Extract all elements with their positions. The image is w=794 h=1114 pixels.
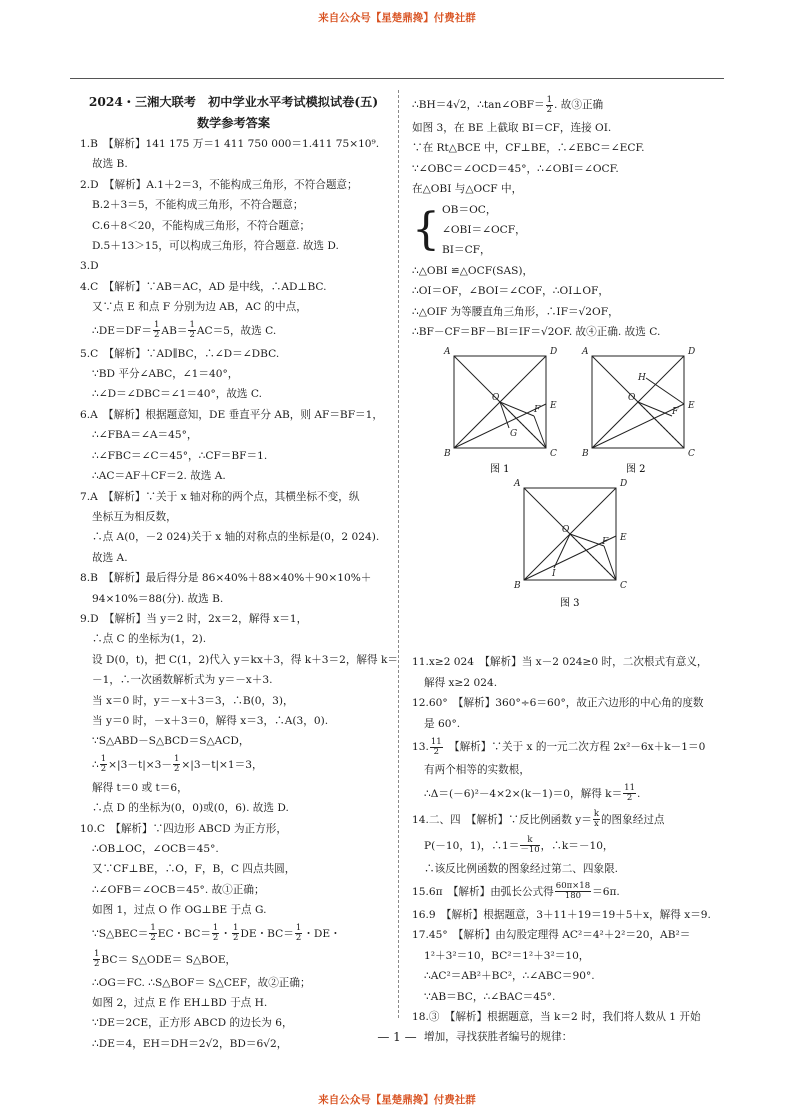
label-D-2: D: [688, 347, 696, 358]
answer-10-n: ∵在 Rt△BCE 中，CF⊥BE，∴∠EBC＝∠ECF.: [412, 142, 645, 155]
answer-10-k: ∴DE＝4，EH＝DH＝2√2，BD＝6√2，: [92, 1037, 288, 1050]
label-F: F: [534, 405, 541, 416]
label-C: C: [550, 449, 557, 460]
fraction: $\frac{k}{x}$: [593, 809, 599, 829]
answer-10-o: ∵∠OBC＝∠OCD＝45°，∴∠OBI＝∠OCF.: [412, 162, 619, 175]
fraction: $\frac{1}{2}$: [150, 923, 156, 944]
answer-9: 9.D 【解析】当 y＝2 时，2x＝2，解得 x＝1，: [80, 612, 308, 625]
fraction: $\frac{1}{2}$: [94, 949, 100, 970]
brace: {: [412, 203, 440, 255]
answer-10-g: $\frac{1}{2}$ BC＝ S△ODE＝ S△BOE，: [94, 949, 237, 970]
fraction: $\frac{1}{2}$: [100, 754, 107, 775]
answer-9-e: 当 x＝0 时，y＝－x＋3＝3，∴B(0，3)，: [92, 694, 294, 707]
answer-5: 5.C 【解析】∵AD∥BC，∴∠D＝∠DBC.: [80, 347, 280, 360]
geometry-figures: [412, 342, 724, 652]
answer-2: 2.D 【解析】A.1＋2＝3，不能构成三角形，不符合题意；: [80, 178, 358, 191]
label-B-3: B: [514, 581, 521, 592]
label-A: A: [444, 347, 451, 358]
answer-2-b: B.2＋3＝5，不能构成三角形，不符合题意；: [92, 199, 304, 212]
caption-fig-3: 图 3: [560, 598, 580, 610]
figures: [412, 342, 724, 652]
label-I: I: [552, 569, 556, 580]
answer-11: 11.x≥2 024 【解析】当 x－2 024≥0 时，二次根式有意义，: [412, 656, 708, 669]
caption-fig-2: 图 2: [626, 464, 646, 476]
answer-17-c: ∴AC²＝AB²＋BC²，∴∠ABC＝90°.: [424, 970, 595, 983]
label-O-3: O: [562, 525, 570, 536]
answer-13-b: 有两个相等的实数根，: [424, 764, 530, 777]
answer-9-c: 设 D(0，t)，把 C(1，2)代入 y＝kx＋3，得 k＋3＝2，解得 k＝: [92, 653, 398, 666]
document-subtitle: 数学参考答案: [196, 116, 271, 130]
answer-10-h: ∴OG＝FC. ∴S△BOF＝ S△CEF，故②正确；: [92, 976, 311, 989]
answer-2-d: D.5＋13＞15，可以构成三角形，符合题意. 故选 D.: [92, 240, 339, 253]
answer-9-i: 解得 t＝0 或 t＝6，: [92, 781, 188, 794]
answer-6: 6.A 【解析】根据题意知，DE 垂直平分 AB，则 AF＝BF＝1，: [80, 408, 383, 421]
left-column: [80, 92, 398, 1054]
fraction: $\frac{1}{2}$: [174, 754, 180, 775]
answer-1: 1.B 【解析】141 175 万＝1 411 750 000＝1.411 75×10⁹.: [80, 138, 380, 150]
fraction: $\frac{1}{2}$: [189, 320, 195, 341]
answer-4-c: ∴DE＝DF＝ $\frac{1}{2}$ AB＝ $\frac{1}{2}$ AC＝5，故选 C.: [92, 320, 277, 341]
watermark-bottom: 来自公众号【星楚鼎搀】付费社群: [318, 1094, 476, 1106]
label-E-2: E: [688, 401, 695, 412]
answer-8: 8.B 【解析】最后得分是 86×40%＋88×40%＋90×10%＋: [80, 572, 372, 585]
label-C-2: C: [688, 449, 695, 460]
label-O-2: O: [628, 393, 636, 404]
fraction: $\frac{1}{2}$: [546, 94, 553, 115]
answer-7-c: ∴点 A(0，－2 024)关于 x 轴的对称点的坐标是(0，2 024).: [92, 531, 380, 544]
label-E: E: [550, 401, 557, 412]
answer-17-d: ∵AB＝BC，∴∠BAC＝45°.: [424, 990, 556, 1003]
fraction: $\frac{1}{2}$: [295, 923, 302, 944]
answer-10-b: ∴OB⊥OC，∠OCB＝45°.: [92, 843, 219, 855]
answer-9-g: ∵S△ABD－S△BCD＝S△ACD，: [92, 735, 250, 748]
fraction: $\frac{1}{2}$: [232, 923, 239, 944]
right-column: [412, 92, 724, 1048]
answer-5-b: ∵BD 平分∠ABC，∠1＝40°，: [92, 368, 239, 381]
answer-10-j: ∵DE＝2CE，正方形 ABCD 的边长为 6，: [92, 1017, 293, 1030]
answer-18-b: 增加，寻找获胜者编号的规律：: [424, 1031, 573, 1044]
fraction: $\frac{1}{2}$: [212, 923, 219, 944]
answer-17-b: 1²＋3²＝10，BC²＝1²＋3²＝10，: [424, 949, 590, 962]
answer-2-c: C.6＋8＜20，不能构成三角形，不符合题意；: [92, 219, 311, 232]
condition-1: OB＝OC，: [442, 203, 497, 216]
fraction: $\frac{11}{2}$: [430, 736, 442, 757]
figure-1: [454, 356, 546, 448]
answer-13-c: ∴Δ＝(－6)²－4×2×(k－1)＝0，解得 k＝ $\frac{11}{2}$ .: [424, 783, 641, 803]
label-D-3: D: [620, 479, 628, 490]
label-E-3: E: [620, 533, 627, 544]
answer-6-c: ∴∠FBC＝∠C＝45°，∴CF＝BF＝1.: [92, 449, 268, 462]
condition-2: ∠OBI＝∠OCF，: [442, 224, 526, 237]
answer-10: 10.C 【解析】∵四边形 ABCD 为正方形，: [80, 822, 287, 835]
answer-10-t: ∴BF－CF＝BF－BI＝IF＝√2OF. 故④正确. 故选 C.: [412, 326, 661, 339]
answer-15: 15.6π 【解析】由弧长公式得 $\frac{60\pi\times 18}{180}$ ＝6π.: [412, 881, 620, 902]
fraction: $\frac{1}{2}$: [154, 320, 160, 341]
label-F-2: F: [672, 407, 679, 418]
fraction: $\frac{11}{2}$: [624, 783, 635, 803]
label-B-2: B: [582, 449, 589, 460]
answer-9-f: 当 y＝0 时，－x＋3＝0，解得 x＝3，∴A(3，0).: [92, 714, 329, 727]
figure-3: [524, 488, 616, 580]
column-divider: [398, 90, 399, 1018]
figure-2: [592, 356, 684, 448]
answer-6-b: ∴∠FBA＝∠A＝45°，: [92, 429, 198, 442]
answer-14-b: P(－10，1)，∴1＝ $\frac{k}{-10}$ ，∴k＝－10，: [424, 835, 614, 855]
answer-4-b: 又∵点 E 和点 F 分别为边 AB，AC 的中点，: [92, 301, 307, 314]
answer-9-d: －1，∴一次函数解析式为 y＝－x＋3.: [92, 674, 273, 687]
answer-10-s: ∴△OIF 为等腰直角三角形，∴IF＝√2OF，: [412, 305, 619, 318]
answer-11-b: 解得 x≥2 024.: [424, 676, 498, 689]
label-F-3: F: [602, 537, 609, 548]
answer-9-j: ∴点 D 的坐标为(0，0)或(0，6). 故选 D.: [92, 802, 289, 815]
answer-10-c: 又∵CF⊥BE，∴O，F，B，C 四点共圆，: [92, 863, 296, 876]
system-of-conditions: [412, 200, 724, 261]
label-A-2: A: [582, 347, 589, 358]
document-title: 2024・三湘大联考 初中学业水平考试模拟试卷(五): [88, 95, 379, 109]
answer-10-e: 如图 1，过点 O 作 OG⊥BE 于点 G.: [92, 904, 267, 917]
answer-14: 14.二、四 【解析】∵反比例函数 y＝ $\frac{k}{x}$ 的图象经过点: [412, 809, 665, 829]
answer-1-cont: 故选 B.: [92, 158, 128, 171]
answer-9-b: ∴点 C 的坐标为(1，2).: [92, 633, 207, 646]
answer-10-d: ∴∠OFB＝∠OCB＝45°. 故①正确；: [92, 883, 265, 896]
header-rule: [70, 78, 724, 79]
label-B: B: [444, 449, 451, 460]
answer-7-d: 故选 A.: [92, 551, 128, 564]
answer-12: 12.60° 【解析】360°÷6＝60°，故正六边形的中心角的度数: [412, 697, 704, 710]
answer-5-c: ∴∠D＝∠DBC＝∠1＝40°，故选 C.: [92, 388, 262, 401]
answer-6-d: ∴AC＝AF＋CF＝2. 故选 A.: [92, 470, 226, 483]
answer-14-c: ∴该反比例函数的图象经过第二、四象限.: [424, 862, 619, 875]
answer-9-h: ∴ $\frac{1}{2}$ ×|3－t|×3－ $\frac{1}{2}$ ×|3－t|×1＝3，: [92, 754, 263, 775]
answer-10-p: 在△OBI 与△OCF 中，: [412, 183, 523, 196]
answer-7-b: 坐标互为相反数，: [92, 510, 177, 523]
answer-18: 18.③ 【解析】根据题意，当 k＝2 时，我们将人数从 1 开始: [412, 1010, 701, 1023]
answer-10-m: 如图 3，在 BE 上截取 BI＝CF，连接 OI.: [412, 122, 612, 134]
watermark-top: 来自公众号【星楚鼎搀】付费社群: [318, 12, 476, 24]
answer-10-q: ∴△OBI ≌△OCF(SAS)，: [412, 264, 534, 277]
label-H: H: [638, 373, 646, 384]
label-C-3: C: [620, 581, 627, 592]
answer-16: 16.9 【解析】根据题意，3＋11＋19＝19＋5＋x，解得 x＝9.: [412, 908, 711, 921]
label-D: D: [550, 347, 558, 358]
answer-10-f: ∵S△BEC＝ $\frac{1}{2}$ EC・BC＝ $\frac{1}{2}$ ・ $\frac{1}{2}$ DE・BC＝ $\frac{1}{2}$ ・DE・: [92, 923, 341, 944]
answer-13: 13. $\frac{11}{2}$ 【解析】∵关于 x 的一元二次方程 2x²－6x＋k－1＝0: [412, 736, 706, 757]
answer-10-r: ∴OI＝OF，∠BOI＝∠COF，∴OI⊥OF，: [412, 285, 609, 298]
label-O: O: [492, 393, 500, 404]
answer-7: 7.A 【解析】∵关于 x 轴对称的两个点，其横坐标不变，纵: [80, 490, 360, 503]
answer-12-b: 是 60°.: [424, 717, 461, 730]
answer-4: 4.C 【解析】∵AB＝AC，AD 是中线，∴AD⊥BC.: [80, 280, 327, 293]
answer-17: 17.45° 【解析】由勾股定理得 AC²＝4²＋2²＝20，AB²＝: [412, 929, 691, 942]
label-G: G: [510, 429, 518, 440]
answer-3: 3.D: [80, 260, 99, 273]
answer-10-i: 如图 2，过点 E 作 EH⊥BD 于点 H.: [92, 997, 268, 1010]
condition-3: BI＝CF，: [442, 244, 491, 257]
page-number: — 1 —: [377, 1030, 417, 1044]
answer-10-l: ∴BH＝4√2，∴tan∠OBF＝ $\frac{1}{2}$ . 故③正确: [412, 94, 604, 115]
answer-8-b: 94×10%＝88(分). 故选 B.: [92, 592, 224, 605]
fraction: $\frac{60\pi\times 18}{180}$: [555, 881, 591, 902]
label-A-3: A: [514, 479, 521, 490]
fraction: $\frac{k}{-10}$: [520, 835, 540, 855]
caption-fig-1: 图 1: [490, 464, 510, 476]
